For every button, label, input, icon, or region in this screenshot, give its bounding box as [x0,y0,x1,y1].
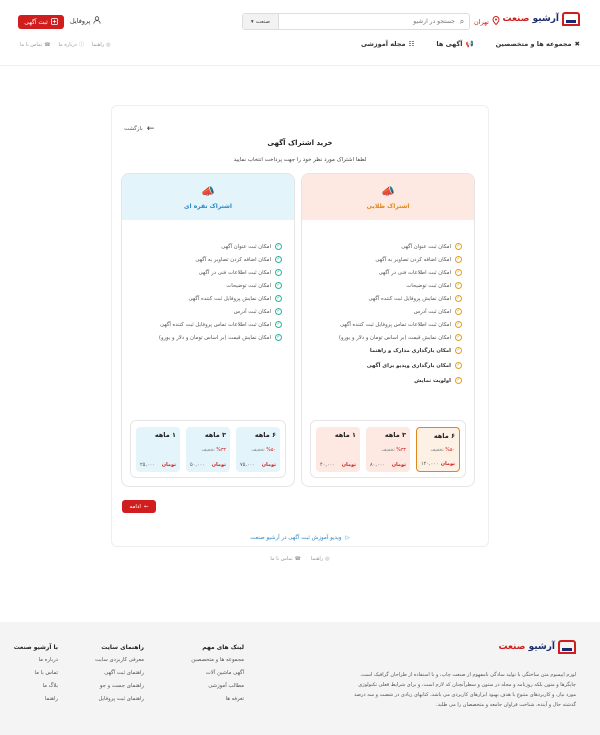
search-bar [242,13,470,30]
back-button[interactable]: ← بازگشت [124,124,155,134]
site-logo[interactable]: آرشیو صنعت [502,12,580,26]
check-circle-icon: ✓ [276,321,281,327]
profile-link[interactable]: پروفایل [70,16,101,26]
gold-plan-header [302,174,474,220]
footer-description: لورم ایپسوم متن ساختگی با تولید سادگی نامفهوم از صنعت چاپ، و با استفاده از طراحان گرافیک است، چاپگرها و متون بلکه روزنامه و مجله در ستون و سطرآنچنان که لازم است، و برای شرایط فعلی تکنولوژی مورد نیاز، و کاربردهای متنوع با هدف بهبود ابزارهای کاربردی می باشد، کتابهای زیادی در شصت و سه درصد گذشته حال و آینده، شناخت فراوان جامعه و متخصصان را می طلبد. [354,672,576,708]
gold-price-1m[interactable]: ۱ ماهه تومان ۴۰,۰۰۰ [316,427,360,472]
subnav-contact[interactable]: ☎ تماس با ما [20,41,51,48]
footer-link[interactable]: بلاگ ما [42,683,58,689]
list-item: ✓ امکان اضافه کردن تصاویر به آگهی [375,256,461,263]
check-circle-icon: ✓ [456,282,461,288]
nav-item-ads[interactable]: 📢 آگهی ها [436,40,474,48]
check-circle-icon: ✓ [276,282,281,288]
footer-column-guide: راهنمای سایت معرفی کاربردی سایت راهنمای ثبت آگهی راهنمای جست و جو راهنمای ثبت پروفایل [95,644,144,709]
check-circle-icon: ✓ [276,295,281,301]
check-circle-icon: ✓ [456,321,461,327]
arrow-left-icon: ← [146,124,155,134]
silver-price-6m[interactable]: ۶ ماهه %۵۰ تخفیف تومان ۷۵,۰۰۰ [236,427,280,472]
plus-document-icon [51,18,58,27]
footer-logo[interactable]: آرشیو صنعت [498,640,576,654]
city-label: تهران [474,17,489,26]
tools-icon: ✖ [574,40,580,48]
help-circle-icon: ◎ [106,41,111,48]
list-item: ✓ امکان ثبت اطلاعات تماس پروفایل ثبت کننده آگهی [339,321,461,328]
footer-link[interactable]: راهنمای ثبت آگهی [104,670,144,676]
post-ad-button[interactable]: ثبت آگهی [18,15,64,29]
list-item: ✓ امکان بارگذاری مدارک و راهنما [369,347,461,354]
footer-column-about: با آرشیو صنعت درباره ما تماس با ما بلاگ ما راهنما [14,644,58,709]
list-item: ✓ امکان ثبت آدرس [233,308,281,315]
help-link[interactable]: ◎ راهنما [310,556,330,562]
list-item: ✓ امکان ثبت عنوان آگهی [401,243,461,250]
user-icon [93,16,101,26]
list-item: ✓ امکان ثبت اطلاعات فنی در آگهی [378,269,461,276]
sub-nav [20,41,111,48]
continue-button[interactable]: ← ادامه [122,500,156,513]
list-item: ✓ امکان بارگذاری ویدیو برای آگهی [366,362,461,369]
gold-price-6m[interactable]: ۶ ماهه %۵۰ تخفیف تومان ۱۲۰,۰۰۰ [416,427,460,472]
silver-plan-header [122,174,294,220]
megaphone-icon: 📣 [381,184,395,198]
silver-price-1m[interactable]: ۱ ماهه تومان ۲۵,۰۰۰ [136,427,180,472]
silver-feature-list [130,240,282,344]
footer-link[interactable]: آگهی ماشین آلات [205,670,244,676]
nav-item-collections[interactable]: ✖ مجموعه ها و متخصصین [495,40,580,48]
list-item: ✓ اولویت نمایش [414,377,461,384]
help-links [111,556,489,562]
gold-feature-list [310,240,462,387]
check-circle-icon: ✓ [456,295,461,301]
play-icon: ▷ [345,535,350,541]
check-circle-icon: ✓ [456,269,461,275]
logo-mark-icon [562,12,580,26]
video-tutorial-link[interactable]: ▷ ویدیو آموزش ثبت آگهی در آرشیو صنعت [250,535,350,541]
footer-link[interactable]: راهنمای ثبت پروفایل [98,696,144,702]
city-selector[interactable] [474,16,500,27]
footer-link[interactable]: درباره ما [38,657,58,663]
list-item: ✓ امکان ثبت اطلاعات فنی در آگهی [198,269,281,276]
info-icon: ⓘ [78,42,84,48]
check-circle-icon: ✓ [276,269,281,275]
silver-price-3m[interactable]: ۳ ماهه %۳۳ تخفیف تومان ۵۰,۰۰۰ [186,427,230,472]
gold-plan-card[interactable] [301,173,475,487]
footer-link[interactable]: مطالب آموزشی [208,683,244,689]
list-item: ✓ امکان نمایش قیمت (بر اساس تومان و دلار و یورو) [158,334,281,341]
arrow-left-icon: ← [143,503,149,510]
chevron-down-icon: ▾ [250,18,254,25]
footer-link[interactable]: معرفی کاربردی سایت [95,657,144,663]
search-category-select[interactable]: صنعت ▾ [243,14,279,29]
search-input[interactable] [279,18,455,25]
list-item: ✓ امکان ثبت توضیحات [226,282,281,289]
main-nav [361,40,580,48]
contact-link[interactable]: ☎ تماس با ما [270,556,301,562]
list-item: ✓ امکان ثبت عنوان آگهی [221,243,281,250]
list-item: ✓ امکان نمایش قیمت (بر اساس تومان و دلار و یورو) [338,334,461,341]
footer-link[interactable]: تعرفه ها [225,696,244,702]
list-item: ✓ امکان نمایش پروفایل ثبت کننده آگهی [188,295,281,302]
megaphone-icon: 📣 [201,184,215,198]
silver-price-options [130,420,286,478]
gold-price-options [310,420,466,478]
list-item: ✓ امکان ثبت توضیحات [406,282,461,289]
check-circle-icon: ✓ [456,377,461,383]
page-subtitle: لطفا اشتراک مورد نظر خود را جهت پرداخت انتخاب نمایید [233,157,367,163]
megaphone-icon: 📢 [465,40,474,48]
list-item: ✓ امکان ثبت اطلاعات تماس پروفایل ثبت کننده آگهی [159,321,281,328]
list-item: ✓ امکان ثبت آدرس [413,308,461,315]
check-circle-icon: ✓ [276,256,281,262]
subnav-help[interactable]: ◎ راهنما [91,41,111,48]
location-pin-icon [492,16,500,27]
phone-icon: ☎ [294,556,301,562]
list-item: ✓ امکان نمایش پروفایل ثبت کننده آگهی [368,295,461,302]
check-circle-icon: ✓ [276,243,281,249]
footer-column-links: لینک های مهم مجموعه ها و متخصصین آگهی ماشین آلات مطالب آموزشی تعرفه ها [191,644,244,709]
check-circle-icon: ✓ [456,362,461,368]
gold-price-3m[interactable]: ۳ ماهه %۳۳ تخفیف تومان ۸۰,۰۰۰ [366,427,410,472]
silver-plan-card[interactable] [121,173,295,487]
check-circle-icon: ✓ [276,334,281,340]
phone-icon: ☎ [44,41,51,48]
check-circle-icon: ✓ [456,243,461,249]
footer-link[interactable]: راهنما [44,696,58,702]
nav-item-magazine[interactable]: ☷ مجله آموزشی [360,40,415,48]
gold-plan-name: اشتراک طلایی [366,202,410,210]
silver-plan-name: اشتراک نقره ای [184,202,232,210]
subnav-about[interactable]: ⓘ درباره ما [58,41,84,48]
check-circle-icon: ✓ [456,347,461,353]
check-circle-icon: ✓ [456,308,461,314]
search-icon[interactable]: ⌕ [459,16,465,26]
footer-link[interactable]: راهنمای جست و جو [99,683,144,689]
footer-link[interactable]: تماس با ما [34,670,58,676]
check-circle-icon: ✓ [456,334,461,340]
list-item: ✓ امکان اضافه کردن تصاویر به آگهی [195,256,281,263]
check-circle-icon: ✓ [456,256,461,262]
site-header [0,0,600,66]
check-circle-icon: ✓ [276,308,281,314]
help-circle-icon: ◎ [325,556,330,562]
page-title: خرید اشتراک آگهی [267,139,333,147]
document-icon: ☷ [408,40,415,48]
footer-link[interactable]: مجموعه ها و متخصصین [191,657,244,663]
logo-mark-icon [558,640,576,654]
